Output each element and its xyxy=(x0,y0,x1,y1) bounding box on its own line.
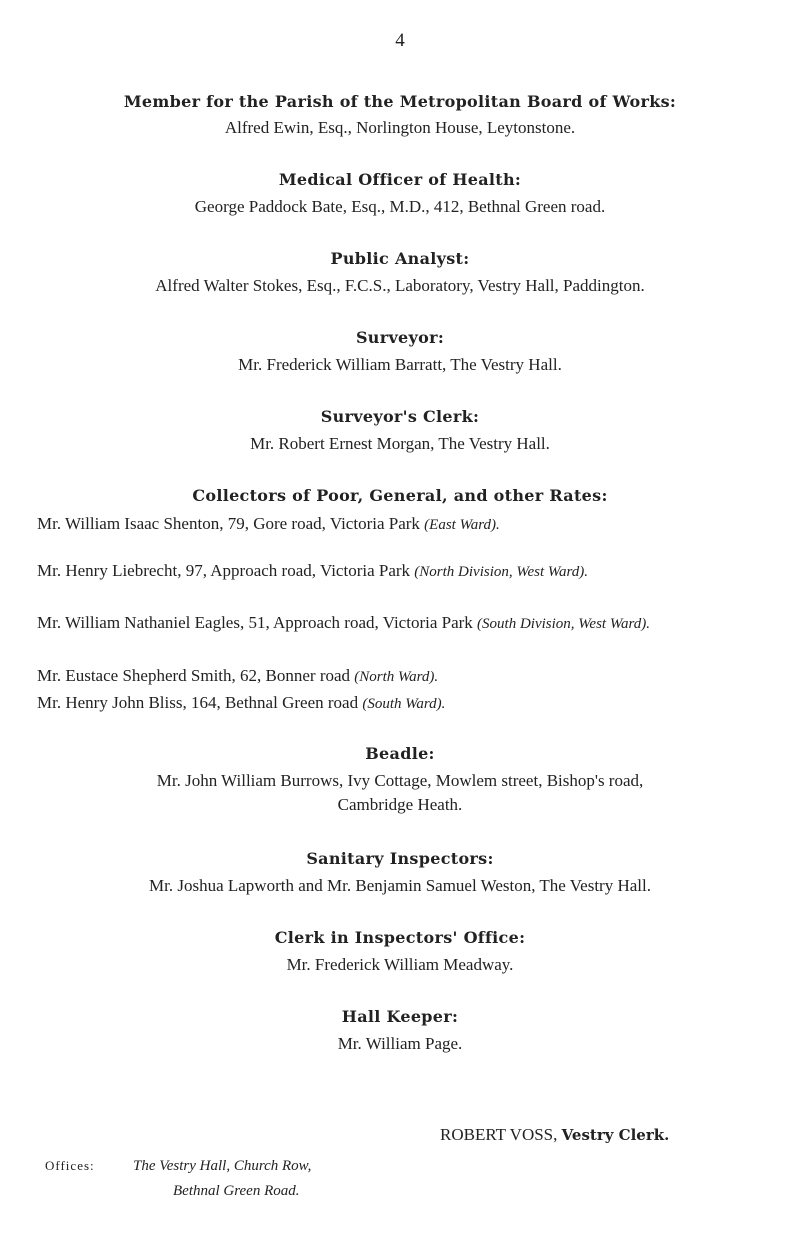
collector-ward: (North Division, West Ward). xyxy=(414,564,589,580)
heading-inspectors-office-clerk: Clerk in Inspectors' Office: xyxy=(274,928,526,947)
collector-ward: (South Division, West Ward). xyxy=(477,616,650,632)
medical-officer-name: George Paddock Bate, Esq., M.D., 412, Bethnal Green road. xyxy=(194,197,606,216)
heading-hall-keeper: Hall Keeper: xyxy=(341,1007,459,1026)
collector-text: Mr. Henry Liebrecht, 97, Approach road, Victoria Park xyxy=(37,561,411,580)
heading-metropolitan-board: Member for the Parish of the Metropolitan Board of Works: xyxy=(123,92,677,111)
collector-ward: (East Ward). xyxy=(424,517,500,533)
public-analyst-name: Alfred Walter Stokes, Esq., F.C.S., Laboratory, Vestry Hall, Paddington. xyxy=(155,276,645,295)
signature xyxy=(440,1125,669,1145)
hall-keeper-name: Mr. William Page. xyxy=(337,1034,463,1053)
heading-surveyor: Surveyor: xyxy=(355,328,445,347)
inspectors-office-clerk-name: Mr. Frederick William Meadway. xyxy=(286,955,514,974)
heading-surveyors-clerk: Surveyor's Clerk: xyxy=(320,407,480,426)
collector-entry xyxy=(37,692,772,715)
offices-address-line-2: Bethnal Green Road. xyxy=(173,1183,300,1199)
collector-entry xyxy=(37,560,772,583)
collector-entry xyxy=(37,665,772,688)
heading-sanitary-inspectors: Sanitary Inspectors: xyxy=(306,849,494,868)
collector-text: Mr. Henry John Bliss, 164, Bethnal Green road xyxy=(37,693,359,712)
heading-beadle: Beadle: xyxy=(365,744,435,763)
surveyor-name: Mr. Frederick William Barratt, The Vestry Hall. xyxy=(238,355,562,374)
collector-entry xyxy=(37,612,772,635)
collector-ward: (North Ward). xyxy=(354,669,439,685)
beadle-name: Mr. John William Burrows, Ivy Cottage, Mowlem street, Bishop's road, xyxy=(156,771,644,790)
offices-label: Offices: xyxy=(45,1158,95,1173)
heading-medical-officer: Medical Officer of Health: xyxy=(278,170,522,189)
sanitary-inspectors-names: Mr. Joshua Lapworth and Mr. Benjamin Samuel Weston, The Vestry Hall. xyxy=(149,876,651,895)
signature-title: Vestry Clerk. xyxy=(561,1126,670,1144)
surveyors-clerk-name: Mr. Robert Ernest Morgan, The Vestry Hall. xyxy=(250,434,550,453)
signature-name: ROBERT VOSS, xyxy=(440,1125,558,1144)
offices-address-line-1: The Vestry Hall, Church Row, xyxy=(133,1158,312,1174)
beadle-address: Cambridge Heath. xyxy=(337,795,463,814)
page-number: 4 xyxy=(395,30,405,51)
collector-text: Mr. William Isaac Shenton, 79, Gore road, Victoria Park xyxy=(37,514,420,533)
heading-collectors: Collectors of Poor, General, and other Rates: xyxy=(192,486,608,505)
member-name: Alfred Ewin, Esq., Norlington House, Leytonstone. xyxy=(224,118,576,137)
collector-ward: (South Ward). xyxy=(362,696,446,712)
collector-text: Mr. William Nathaniel Eagles, 51, Approach road, Victoria Park xyxy=(37,613,473,632)
collector-text: Mr. Eustace Shepherd Smith, 62, Bonner road xyxy=(37,666,351,685)
collector-entry xyxy=(37,513,772,536)
heading-public-analyst: Public Analyst: xyxy=(330,249,470,268)
